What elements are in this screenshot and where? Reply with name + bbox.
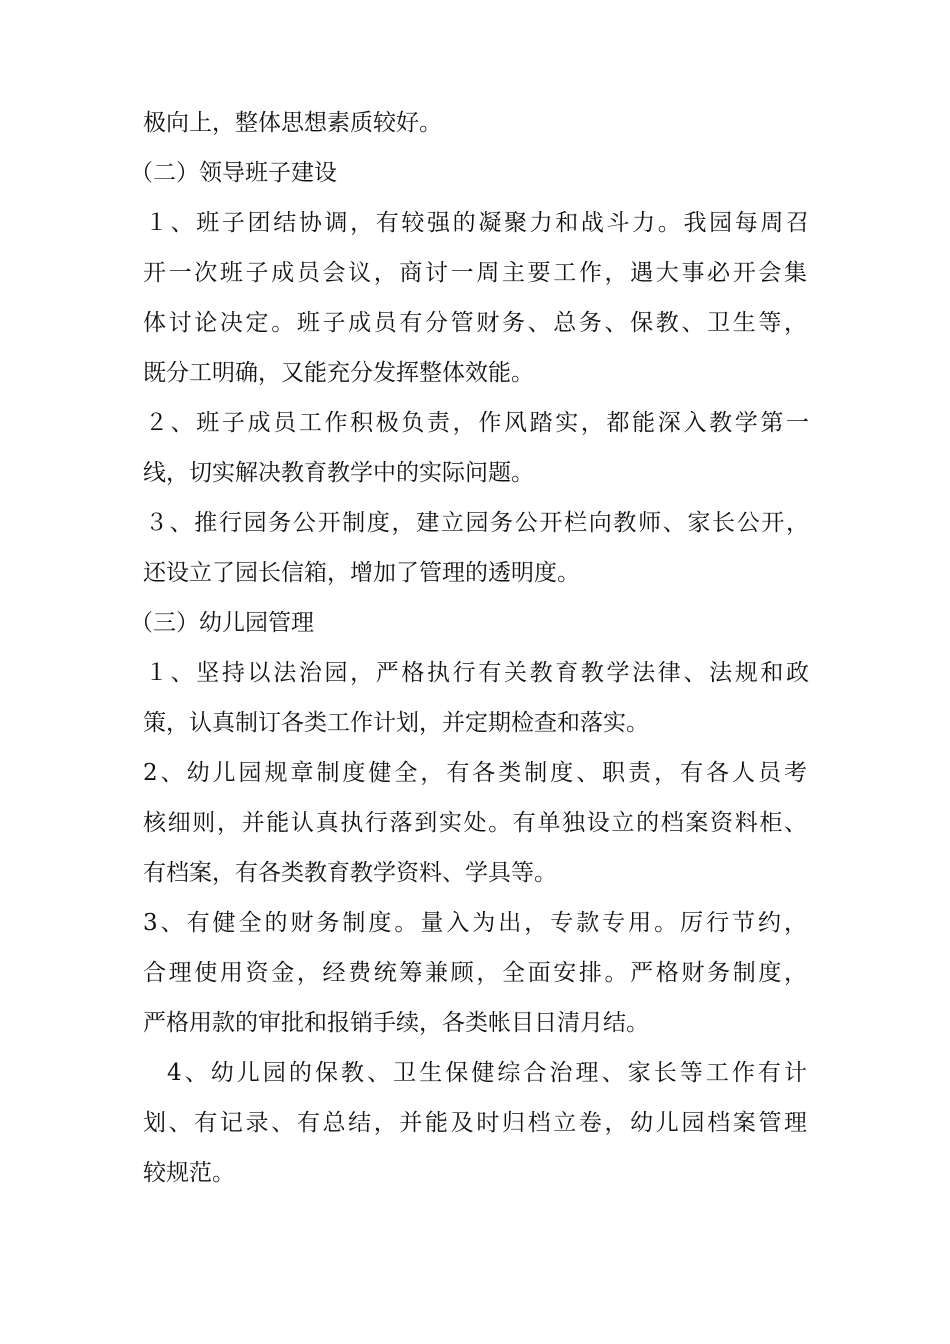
paragraph-line: 合理使用资金，经费统筹兼顾，全面安排。严格财务制度， xyxy=(143,960,807,986)
paragraph-line: 2、幼儿园规章制度健全，有各类制度、职责，有各人员考 xyxy=(143,760,807,786)
paragraph-line: 核细则，并能认真执行落到实处。有单独设立的档案资料柜、 xyxy=(143,810,807,836)
paragraph-line: 开一次班子成员会议，商讨一周主要工作，遇大事必开会集 xyxy=(143,260,807,286)
paragraph-line: 还设立了园长信箱，增加了管理的透明度。 xyxy=(143,560,580,586)
paragraph-line: ３、推行园务公开制度，建立园务公开栏向教师、家长公开， xyxy=(145,510,809,536)
paragraph-line: 极向上，整体思想素质较好。 xyxy=(143,110,442,136)
paragraph-line: １、坚持以法治园，严格执行有关教育教学法律、法规和政 xyxy=(145,660,809,686)
paragraph-line: 严格用款的审批和报销手续，各类帐目日清月结。 xyxy=(143,1010,649,1036)
paragraph-line: 有档案，有各类教育教学资料、学具等。 xyxy=(143,860,557,886)
section-heading: （二）领导班子建设 xyxy=(130,160,337,186)
paragraph-line: 较规范。 xyxy=(143,1160,235,1186)
paragraph-line: １、班子团结协调，有较强的凝聚力和战斗力。我园每周召 xyxy=(145,210,809,236)
paragraph-line: ２、班子成员工作积极负责，作风踏实，都能深入教学第一 xyxy=(145,410,809,436)
paragraph-line: 体讨论决定。班子成员有分管财务、总务、保教、卫生等， xyxy=(143,310,807,336)
paragraph-line: 线，切实解决教育教学中的实际问题。 xyxy=(143,460,534,486)
section-heading: （三）幼儿园管理 xyxy=(130,610,314,636)
paragraph-line: 策，认真制订各类工作计划，并定期检查和落实。 xyxy=(143,710,649,736)
paragraph-line: 4、幼儿园的保教、卫生保健综合治理、家长等工作有计 xyxy=(167,1060,807,1086)
paragraph-line: 3、有健全的财务制度。量入为出，专款专用。厉行节约， xyxy=(143,910,807,936)
paragraph-line: 划、有记录、有总结，并能及时归档立卷，幼儿园档案管理 xyxy=(143,1110,807,1136)
paragraph-line: 既分工明确，又能充分发挥整体效能。 xyxy=(143,360,534,386)
